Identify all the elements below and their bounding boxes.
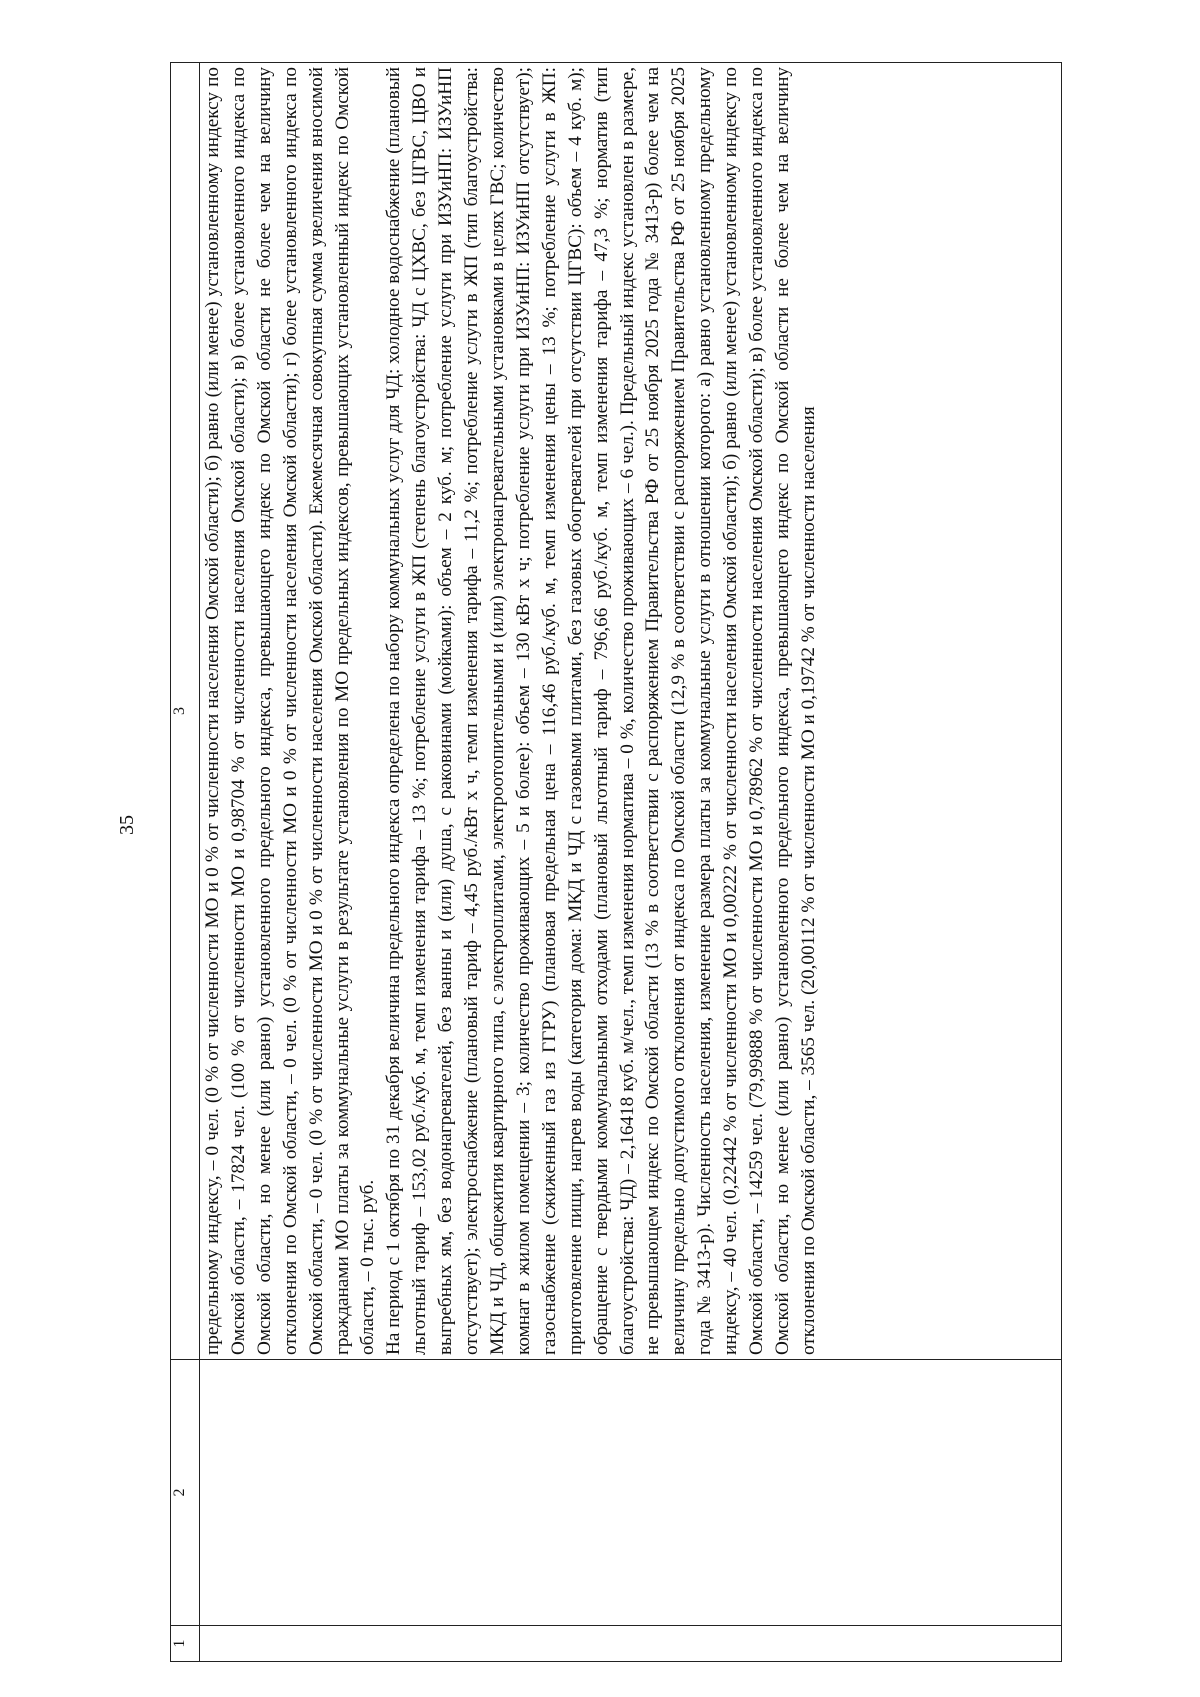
row-cell-1 <box>200 1626 1062 1662</box>
table-row <box>200 63 1062 1662</box>
column-header-3: 3 <box>171 63 200 1360</box>
column-header-1: 1 <box>171 1626 200 1662</box>
paragraph-continuation: предельному индексу, – 0 чел. (0 % от численности МО и 0 % от численности населения Омской области); б) равно (или менее) установленному индексу по Омской области, – 17824 чел. (100 % от численности МО и 0,98704 % от численности населения Омской области); в) более установленного индекса по Омской области, но менее (или равно) установленного предельного индекса, превышающего индекс по Омской области не более чем на величину отклонения по Омской области, – 0 чел. (0 % от численности МО и 0 % от численности населения Омской области); г) более установленного индекса по Омской области, – 0 чел. (0 % от численности МО и 0 % от численности населения Омской области). Ежемесячная совокупная сумма увеличения вносимой гражданами МО платы за коммунальные услуги в результате установления по МО предельных индексов, превышающих установленный индекс по Омской области, – 0 тыс. руб. <box>202 67 379 1355</box>
document-table <box>170 62 1062 1662</box>
row-cell-2 <box>200 1360 1062 1626</box>
paragraph-period-oct-dec: На период с 1 октября по 31 декабря величина предельного индекса определена по набору коммунальных услуг для ЧД: холодное водоснабжение (плановый льготный тариф – 153,02 руб./куб. м, темп изменения тарифа – 13 %; потребление услуги в ЖП (степень благоустройства: ЧД с ЦХВС, без ЦГВС, ЦВО и выгребных ям, без водонагревателей, без ванны и (или) душа, с раковинами (мойками): объем – 2 куб. м; потребление услуги при ИЗУиНП: ИЗУиНП отсутствует); электроснабжение (плановый тариф – 4,45 руб./кВт х ч, темп изменения тарифа – 11,2 %; потребление услуги в ЖП (тип благоустройства: МКД и ЧД, общежития квартирного типа, с электроплитами, электроотопительными и (или) электронагревательными установками в целях ГВС; количество комнат в жилом помещении – 3; количество проживающих – 5 и более): объем – 130 кВт х ч; потребление услуги при ИЗУиНП: ИЗУиНП отсутствует); газоснабжение (сжиженный газ из ГГРУ) (плановая предельная цена – 116,46 руб./куб. м, темп изменения цены – 13 %; потребление услуги в ЖП: приготовление пищи, нагрев воды (категория дома: МКД и ЧД с газовыми плитами, без газовых обогревателей при отсутствии ЦГВС): объем – 4 куб. м); обращение с твердыми коммунальными отходами (плановый льготный тариф – 796,66 руб./куб. м, темп изменения тарифа – 47,3 %; норматив (тип благоустройства: ЧД) – 2,16418 куб. м/чел., темп изменения норматива – 0 %, количество проживающих – 6 чел.). Предельный индекс установлен в размере, не превышающем индекс по Омской области (13 % в соответствии с распоряжением Правительства РФ от 25 ноября 2025 года № 3413-р) более чем на величину предельно допустимого отклонения от индекса по Омской области (12,9 % в соответствии с распоряжением Правительства РФ от 25 ноября 2025 года № 3413-р). Численность населения, изменение размера платы за коммунальные услуги в отношении которого: а) равно установленному предельному индексу, – 40 чел. (0,22442 % от численности МО и 0,00222 % от численности населения Омской области); б) равно (или менее) установленному индексу по Омской области, – 14259 чел. (79,99888 % от численности МО и 0,78962 % от численности населения Омской области); в) более установленного индекса по Омской области, но менее (или равно) установленного предельного индекса, превышающего индекс по Омской области не более чем на величину отклонения по Омской области, – 3565 чел. (20,00112 % от численности МО и 0,19742 % от численности населения <box>383 67 819 1355</box>
table-header-row <box>171 63 200 1662</box>
page-number: 35 <box>116 815 138 835</box>
row-cell-3-text <box>200 63 1062 1360</box>
rotated-table-container <box>170 62 1062 1662</box>
column-header-2: 2 <box>171 1360 200 1626</box>
